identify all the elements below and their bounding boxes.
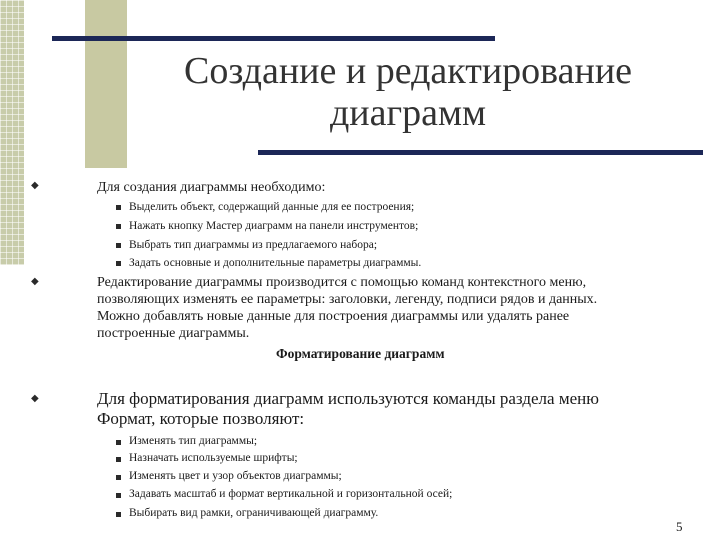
title-rule-top [52, 36, 495, 41]
section3-item: Изменять тип диаграммы; [129, 435, 258, 447]
section3-intro-line: Для форматирования диаграмм используются команды раздела меню [97, 389, 599, 408]
diamond-bullet-icon: ◆ [31, 180, 39, 191]
section1-item: Выделить объект, содержащий данные для ее построения; [129, 201, 415, 213]
page-number: 5 [676, 519, 683, 534]
title-line-1: Создание и редактирование [183, 50, 633, 92]
section2-line: Можно добавлять новые данные для построения диаграммы или удалять ранее [97, 309, 570, 324]
title-line-2: диаграмм [329, 92, 487, 134]
square-bullet-icon [116, 205, 121, 210]
square-bullet-icon [116, 475, 121, 480]
formatting-subheading: Форматирование диаграмм [276, 346, 445, 361]
decorative-olive-block [85, 0, 127, 168]
square-bullet-icon [116, 493, 121, 498]
diamond-bullet-icon: ◆ [31, 276, 39, 287]
section3-intro-line: Формат, которые позволяют: [97, 409, 305, 428]
section1-item: Задать основные и дополнительные параметры диаграммы. [129, 257, 422, 269]
section1-intro: Для создания диаграммы необходимо: [97, 180, 326, 195]
square-bullet-icon [116, 224, 121, 229]
section2-line: Редактирование диаграммы производится с помощью команд контекстного меню, [97, 275, 587, 290]
decorative-stripe [0, 0, 24, 265]
section1-item: Нажать кнопку Мастер диаграмм на панели инструментов; [129, 220, 419, 232]
diamond-bullet-icon: ◆ [31, 393, 39, 404]
section3-item: Задавать масштаб и формат вертикальной и горизонтальной осей; [129, 488, 453, 500]
square-bullet-icon [116, 512, 121, 517]
square-bullet-icon [116, 261, 121, 266]
section3-item: Изменять цвет и узор объектов диаграммы; [129, 470, 342, 482]
section3-item: Назначать используемые шрифты; [129, 452, 298, 464]
section3-item: Выбирать вид рамки, ограничивающей диаграмму. [129, 507, 379, 519]
square-bullet-icon [116, 457, 121, 462]
square-bullet-icon [116, 243, 121, 248]
square-bullet-icon [116, 440, 121, 445]
section2-line: построенные диаграммы. [97, 326, 250, 341]
slide-title [128, 50, 688, 134]
section1-item: Выбрать тип диаграммы из предлагаемого набора; [129, 239, 378, 251]
section2-line: позволяющих изменять ее параметры: заголовки, легенду, подписи рядов и данных. [97, 292, 598, 307]
title-rule-bottom [258, 150, 703, 155]
